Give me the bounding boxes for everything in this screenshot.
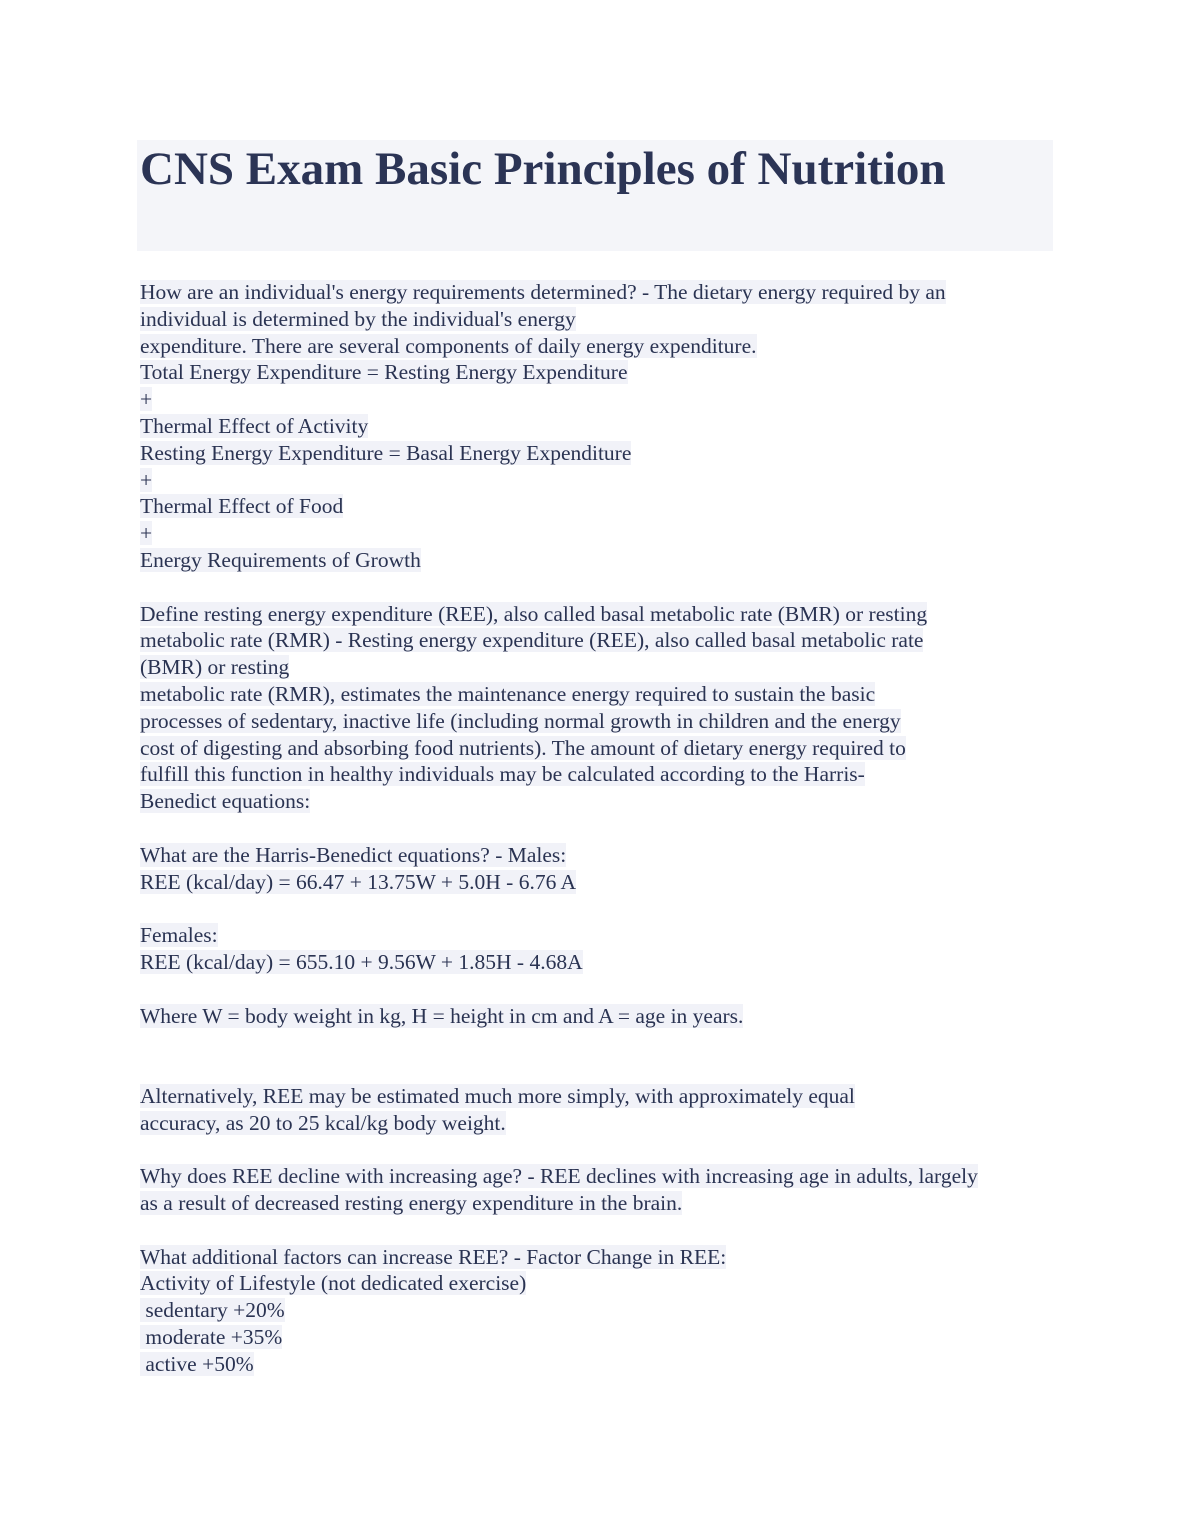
qa-ree-factors bbox=[140, 1244, 1060, 1378]
list-item: moderate +35% bbox=[140, 1325, 283, 1350]
text-line: Energy Requirements of Growth bbox=[140, 547, 421, 572]
text-line: What are the Harris-Benedict equations? - Males: bbox=[140, 842, 567, 867]
text-line: (BMR) or resting bbox=[140, 655, 290, 680]
equation-line: REE (kcal/day) = 66.47 + 13.75W + 5.0H - 6.76 A bbox=[140, 869, 577, 894]
text-line: Females: bbox=[140, 923, 218, 948]
text-line: Where W = body weight in kg, H = height in cm and A = age in years. bbox=[140, 1003, 744, 1028]
text-line: Total Energy Expenditure = Resting Energy Expenditure bbox=[140, 360, 628, 385]
equation-line: REE (kcal/day) = 655.10 + 9.56W + 1.85H - 4.68A bbox=[140, 949, 583, 974]
text-line: metabolic rate (RMR) - Resting energy expenditure (REE), also called basal metabolic rate bbox=[140, 628, 924, 653]
qa-ree-age-decline bbox=[140, 1163, 1060, 1217]
page-title: CNS Exam Basic Principles of Nutrition bbox=[140, 143, 946, 195]
text-line: Thermal Effect of Food bbox=[140, 494, 344, 519]
text-line: accuracy, as 20 to 25 kcal/kg body weight. bbox=[140, 1110, 506, 1135]
qa-harris-benedict bbox=[140, 842, 1060, 1137]
paragraph-gap bbox=[140, 895, 1060, 922]
text-line: Resting Energy Expenditure = Basal Energy Expenditure bbox=[140, 440, 632, 465]
text-line: + bbox=[140, 387, 153, 412]
text-line: Alternatively, REE may be estimated much more simply, with approximately equal bbox=[140, 1083, 855, 1108]
qa-energy-requirements bbox=[140, 279, 1060, 574]
text-line: Thermal Effect of Activity bbox=[140, 413, 369, 438]
paragraph-gap bbox=[140, 815, 1060, 842]
qa-resting-energy-expenditure bbox=[140, 601, 1060, 815]
text-line: + bbox=[140, 521, 153, 546]
text-line: metabolic rate (RMR), estimates the maintenance energy required to sustain the basic bbox=[140, 681, 876, 706]
paragraph-gap bbox=[140, 1217, 1060, 1244]
text-line: processes of sedentary, inactive life (including normal growth in children and the energy bbox=[140, 708, 901, 733]
text-line: as a result of decreased resting energy expenditure in the brain. bbox=[140, 1191, 683, 1216]
paragraph-gap bbox=[140, 1029, 1060, 1083]
text-line: What additional factors can increase REE? - Factor Change in REE: bbox=[140, 1244, 727, 1269]
text-line: Define resting energy expenditure (REE), also called basal metabolic rate (BMR) or resting bbox=[140, 601, 928, 626]
text-line: Why does REE decline with increasing age? - REE declines with increasing age in adults, largely bbox=[140, 1164, 978, 1189]
text-line: expenditure. There are several components of daily energy expenditure. bbox=[140, 333, 757, 358]
list-item: sedentary +20% bbox=[140, 1298, 285, 1323]
paragraph-gap bbox=[140, 976, 1060, 1003]
document-body bbox=[140, 279, 1060, 1378]
text-line: + bbox=[140, 467, 153, 492]
list-item: active +50% bbox=[140, 1351, 254, 1376]
text-line: Benedict equations: bbox=[140, 789, 311, 814]
text-line: individual is determined by the individual's energy bbox=[140, 306, 576, 331]
text-line: fulfill this function in healthy individuals may be calculated according to the Harris- bbox=[140, 762, 865, 787]
paragraph-gap bbox=[140, 1137, 1060, 1164]
text-line: Activity of Lifestyle (not dedicated exercise) bbox=[140, 1271, 527, 1296]
text-line: How are an individual's energy requirements determined? - The dietary energy required by an bbox=[140, 280, 946, 304]
paragraph-gap bbox=[140, 574, 1060, 601]
text-line: cost of digesting and absorbing food nutrients). The amount of dietary energy required to bbox=[140, 735, 906, 760]
